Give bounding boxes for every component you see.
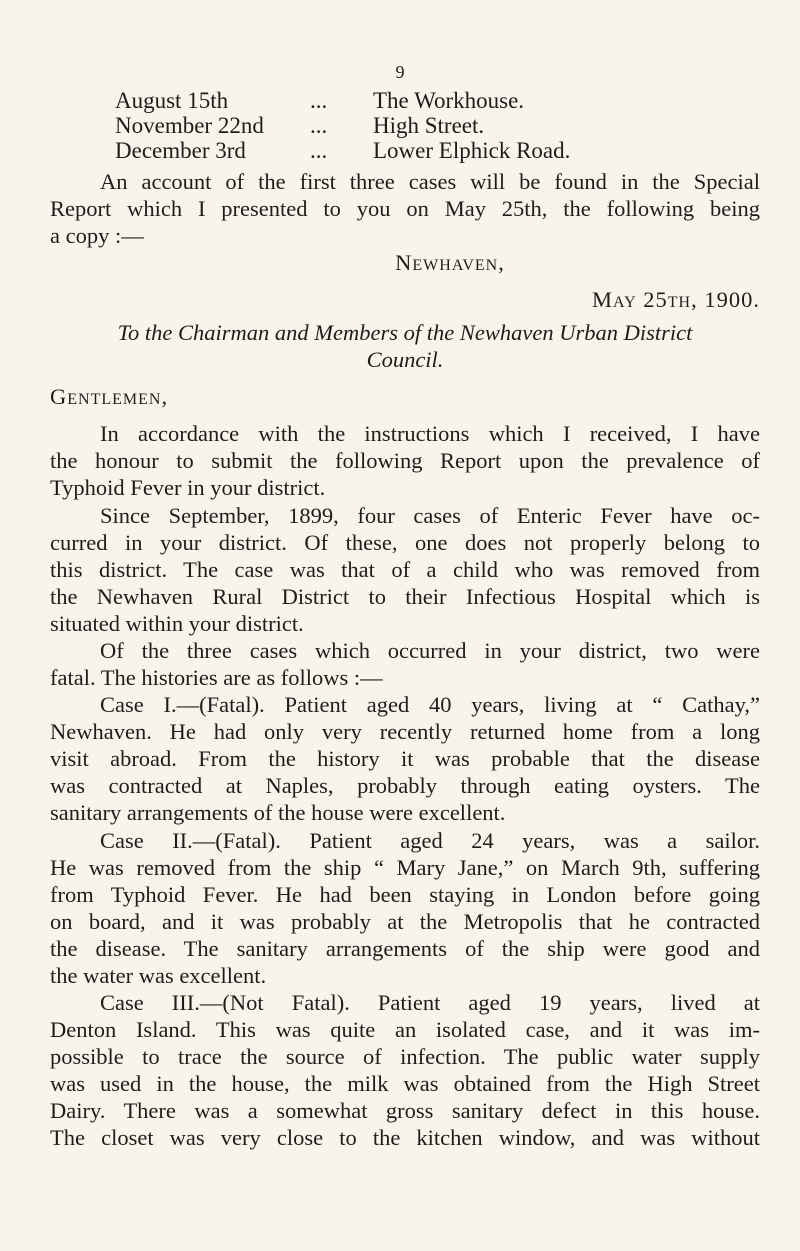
- text-line: a copy :—: [50, 223, 144, 248]
- text-line: the disease. The sanitary arrangements of the ship were good and: [50, 936, 760, 961]
- schedule-date: November 22nd: [115, 113, 264, 138]
- text-line: Of the three cases which occurred in your district, two were: [100, 638, 760, 663]
- text-line: An account of the first three cases will be found in the Special: [100, 169, 760, 194]
- schedule-place: The Workhouse.: [373, 88, 525, 113]
- text-line: The closet was very close to the kitchen window, and was without: [50, 1125, 760, 1150]
- text-line: this district. The case was that of a child who was removed from: [50, 557, 760, 582]
- leader-dots: ...: [310, 88, 328, 113]
- schedule-date: December 3rd: [115, 138, 246, 163]
- leader-dots: ...: [310, 138, 328, 163]
- text-line: Case I.—(Fatal). Patient aged 40 years, living at “ Cathay,”: [100, 692, 760, 717]
- text-line: Since September, 1899, four cases of Enteric Fever have oc-: [100, 503, 760, 528]
- text-line: To the Chairman and Members of the Newhaven Urban District: [117, 320, 693, 345]
- text-line: In accordance with the instructions which I received, I have: [100, 421, 760, 446]
- text-line: on board, and it was probably at the Metropolis that he contracted: [50, 909, 760, 934]
- paragraph-fatal-count: [50, 637, 760, 691]
- text-line: fatal. The histories are as follows :—: [50, 665, 383, 690]
- text-line: possible to trace the source of infection. The public water supply: [50, 1044, 760, 1069]
- text-line: situated within your district.: [50, 611, 304, 636]
- text-line: Case II.—(Fatal). Patient aged 24 years, was a sailor.: [100, 828, 760, 853]
- text-line: was contracted at Naples, probably through eating oysters. The: [50, 773, 760, 798]
- paragraph-cases-summary: [50, 502, 760, 637]
- text-line: was used in the house, the milk was obtained from the High Street: [50, 1071, 760, 1096]
- text-line: the Newhaven Rural District to their Infectious Hospital which is: [50, 584, 760, 609]
- leader-dots: ...: [310, 113, 328, 138]
- text-line: He was removed from the ship “ Mary Jane,” on March 9th, suffering: [50, 855, 760, 880]
- text-line: Newhaven. He had only very recently returned home from a long: [50, 719, 760, 744]
- letter-date: May 25th, 1900.: [592, 287, 760, 312]
- salutation: Gentlemen,: [50, 384, 169, 409]
- schedule-place: High Street.: [373, 113, 485, 138]
- schedule-date: August 15th: [115, 88, 229, 113]
- text-line: Typhoid Fever in your district.: [50, 475, 326, 500]
- case-two: [50, 827, 760, 989]
- place-heading: Newhaven,: [395, 250, 505, 275]
- text-line: curred in your district. Of these, one does not properly belong to: [50, 530, 760, 555]
- paragraph-instructions: [50, 420, 760, 501]
- text-line: Case III.—(Not Fatal). Patient aged 19 years, lived at: [100, 990, 760, 1015]
- text-line: Report which I presented to you on May 25th, the following being: [50, 196, 760, 221]
- text-line: from Typhoid Fever. He had been staying in London before going: [50, 882, 760, 907]
- text-line: the honour to submit the following Report upon the prevalence of: [50, 448, 760, 473]
- text-line: Denton Island. This was quite an isolated case, and it was im-: [50, 1017, 760, 1042]
- letter-address: [50, 319, 760, 373]
- page-number: 9: [395, 62, 405, 82]
- text-line: visit abroad. From the history it was probable that the disease: [50, 746, 760, 771]
- schedule-place: Lower Elphick Road.: [373, 138, 571, 163]
- text-line: the water was excellent.: [50, 963, 267, 988]
- case-three: [50, 989, 760, 1151]
- text-line: Council.: [366, 347, 444, 372]
- text-line: Dairy. There was a somewhat gross sanitary defect in this house.: [50, 1098, 760, 1123]
- case-one: [50, 691, 760, 826]
- text-line: sanitary arrangements of the house were excellent.: [50, 800, 506, 825]
- intro-paragraph: [50, 168, 760, 249]
